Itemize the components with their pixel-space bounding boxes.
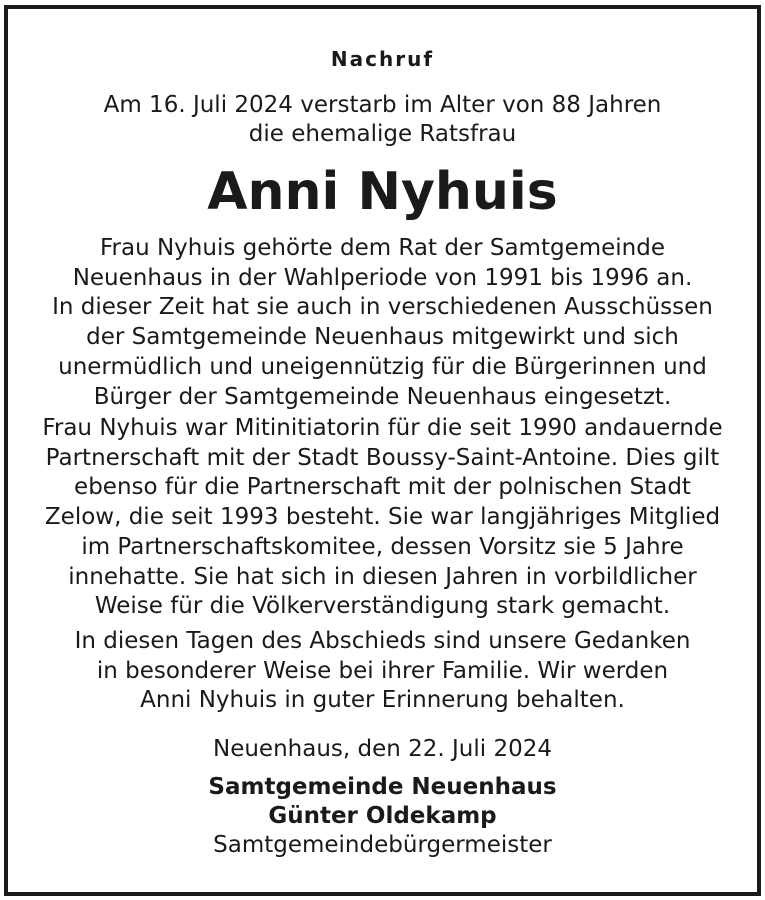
intro-line: die ehemalige Ratsfrau — [248, 121, 517, 147]
signature-block — [8, 773, 757, 860]
obituary-notice — [4, 5, 761, 896]
paragraph-line: Neuenhaus in der Wahlperiode von 1991 bis 1996 an. — [72, 264, 693, 291]
paragraph-line: Weise für die Völkerverständigung stark gemacht. — [94, 593, 671, 620]
paragraph-line: in besonderer Weise bei ihrer Familie. Wir werden — [96, 657, 669, 684]
paragraph-line: Frau Nyhuis war Mitinitiatorin für die seit 1990 andauernde — [42, 415, 723, 441]
paragraph-line: Frau Nyhuis gehörte dem Rat der Samtgemeinde — [99, 235, 665, 261]
paragraph-line: im Partnerschaftskomitee, dessen Vorsitz sie 5 Jahre — [81, 533, 684, 560]
paragraph-line: Bürger der Samtgemeinde Neuenhaus eingesetzt. — [93, 383, 672, 410]
paragraph-line: In dieser Zeit hat sie auch in verschiedenen Ausschüssen — [52, 294, 713, 321]
paragraph-farewell — [8, 627, 757, 716]
notice-heading: Nachruf — [330, 47, 435, 71]
paragraph-partnership — [8, 414, 757, 622]
paragraph-line: Partnerschaft mit der Stadt Boussy-Saint-Antoine. Dies gilt — [45, 444, 720, 471]
intro-text — [8, 91, 757, 149]
paragraph-line: Anni Nyhuis in guter Erinnerung behalten. — [140, 687, 625, 714]
paragraph-line: In diesen Tagen des Abschieds sind unsere Gedanken — [74, 628, 691, 654]
signature-person: Günter Oldekamp — [268, 803, 497, 829]
signature-organization: Samtgemeinde Neuenhaus — [208, 774, 557, 800]
paragraph-council — [8, 234, 757, 412]
paragraph-line: ebenso für die Partnerschaft mit der polnischen Stadt — [74, 474, 691, 501]
place-date: Neuenhaus, den 22. Juli 2024 — [212, 736, 553, 762]
deceased-name: Anni Nyhuis — [207, 162, 558, 222]
intro-line: Am 16. Juli 2024 verstarb im Alter von 88 Jahren — [103, 92, 662, 118]
paragraph-line: Zelow, die seit 1993 besteht. Sie war langjähriges Mitglied — [44, 504, 721, 531]
paragraph-line: innehatte. Sie hat sich in diesen Jahren in vorbildlicher — [68, 563, 697, 590]
paragraph-line: der Samtgemeinde Neuenhaus mitgewirkt und sich — [86, 324, 679, 351]
signature-title: Samtgemeindebürgermeister — [213, 832, 552, 858]
paragraph-line: unermüdlich und uneigennützig für die Bürgerinnen und — [58, 353, 707, 380]
